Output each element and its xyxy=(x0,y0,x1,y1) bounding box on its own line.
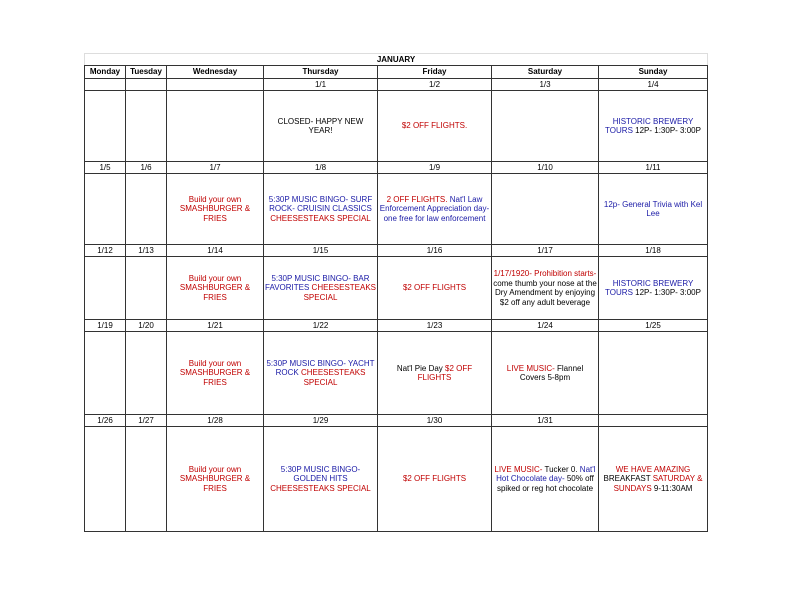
event-text: CHEESESTEAKS SPECIAL xyxy=(270,213,371,223)
day-event-cell xyxy=(126,332,167,415)
day-event-cell xyxy=(167,332,264,415)
event-text: Build your own SMASHBURGER & FRIES xyxy=(179,358,251,387)
day-event-cell xyxy=(492,91,599,162)
event-text: CHEESESTEAKS SPECIAL xyxy=(300,368,366,387)
date-cell xyxy=(167,79,264,91)
title-row xyxy=(85,54,708,66)
date-cell: 1/23 xyxy=(378,320,492,332)
day-event-cell xyxy=(378,91,492,162)
date-cell: 1/28 xyxy=(167,415,264,427)
day-event-cell xyxy=(264,174,378,245)
date-cell: 1/31 xyxy=(492,415,599,427)
day-event-cell xyxy=(126,174,167,245)
day-event-cell xyxy=(264,332,378,415)
date-cell: 1/20 xyxy=(126,320,167,332)
week-date-row xyxy=(85,79,708,91)
date-cell: 1/16 xyxy=(378,245,492,257)
day-event-cell xyxy=(378,332,492,415)
date-cell xyxy=(599,415,708,427)
day-event-cell xyxy=(378,257,492,320)
event-text: 12p- General Trivia with Kel Lee xyxy=(603,199,703,218)
event-text: 50% off spiked or reg hot chocolate xyxy=(496,474,594,493)
day-event-cell xyxy=(167,427,264,532)
event-text: Tucker 0. xyxy=(544,464,578,474)
event-text: CHEESESTEAKS SPECIAL xyxy=(270,483,371,493)
calendar-body xyxy=(85,54,708,532)
weekday-header: Tuesday xyxy=(126,66,167,79)
week-events-row xyxy=(85,91,708,162)
week-events-row xyxy=(85,174,708,245)
week-events-row xyxy=(85,257,708,320)
weekday-header: Monday xyxy=(85,66,126,79)
event-text: $2 OFF FLIGHTS. xyxy=(401,121,468,131)
event-text: 12P- 1:30P- 3:00P xyxy=(635,126,701,135)
event-text: SATURDAY & SUNDAYS xyxy=(613,474,703,493)
event-text: Nat'l Pie Day xyxy=(396,363,443,373)
date-cell: 1/14 xyxy=(167,245,264,257)
day-event-cell xyxy=(492,427,599,532)
date-cell: 1/26 xyxy=(85,415,126,427)
date-cell: 1/10 xyxy=(492,162,599,174)
day-event-cell xyxy=(492,257,599,320)
event-text: CHEESESTEAKS SPECIAL xyxy=(303,283,377,302)
event-text: 2 OFF FLIGHTS. xyxy=(386,194,448,204)
date-cell: 1/4 xyxy=(599,79,708,91)
event-text: 5:30P MUSIC BINGO- YACHT ROCK xyxy=(266,358,375,378)
day-event-cell xyxy=(599,332,708,415)
date-cell: 1/11 xyxy=(599,162,708,174)
date-cell: 1/7 xyxy=(167,162,264,174)
date-cell: 1/2 xyxy=(378,79,492,91)
event-text: come thumb your nose at the Dry Amendment by enjoying $2 off any adult beverage xyxy=(493,278,597,307)
day-event-cell xyxy=(599,174,708,245)
day-event-cell xyxy=(126,427,167,532)
day-event-cell xyxy=(167,91,264,162)
calendar-table xyxy=(84,53,708,532)
date-cell: 1/27 xyxy=(126,415,167,427)
date-cell: 1/5 xyxy=(85,162,126,174)
weekday-header: Sunday xyxy=(599,66,708,79)
date-cell: 1/30 xyxy=(378,415,492,427)
day-event-cell xyxy=(264,91,378,162)
event-text: WE HAVE AMAZING xyxy=(615,464,691,474)
date-cell: 1/6 xyxy=(126,162,167,174)
day-event-cell xyxy=(126,257,167,320)
event-text: Build your own SMASHBURGER & FRIES xyxy=(179,273,251,302)
date-cell: 1/19 xyxy=(85,320,126,332)
weekday-header-row xyxy=(85,66,708,79)
date-cell: 1/9 xyxy=(378,162,492,174)
date-cell: 1/21 xyxy=(167,320,264,332)
day-event-cell xyxy=(599,91,708,162)
event-text: 5:30P MUSIC BINGO- BAR FAVORITES xyxy=(265,273,370,293)
date-cell xyxy=(85,79,126,91)
event-text: 12P- 1:30P- 3:00P xyxy=(635,288,701,297)
event-text: $2 OFF FLIGHTS xyxy=(402,474,467,484)
day-event-cell xyxy=(378,174,492,245)
day-event-cell xyxy=(492,332,599,415)
date-cell xyxy=(126,79,167,91)
day-event-cell xyxy=(492,174,599,245)
day-event-cell xyxy=(85,174,126,245)
event-text: Build your own SMASHBURGER & FRIES xyxy=(179,464,251,493)
weekday-header: Saturday xyxy=(492,66,599,79)
weekday-header: Thursday xyxy=(264,66,378,79)
day-event-cell xyxy=(85,332,126,415)
weekday-header: Friday xyxy=(378,66,492,79)
event-text: 5:30P MUSIC BINGO- GOLDEN HITS xyxy=(280,464,361,484)
date-cell: 1/25 xyxy=(599,320,708,332)
event-text: $2 OFF FLIGHTS xyxy=(417,363,473,382)
day-event-cell xyxy=(85,427,126,532)
date-cell: 1/24 xyxy=(492,320,599,332)
event-text: Nat'l Hot Chocolate day- xyxy=(496,464,596,484)
day-event-cell xyxy=(167,257,264,320)
week-date-row xyxy=(85,245,708,257)
event-text: LIVE MUSIC- xyxy=(506,363,555,373)
date-cell: 1/8 xyxy=(264,162,378,174)
week-events-row xyxy=(85,427,708,532)
event-text: Flannel Covers 5-8pm xyxy=(519,363,584,382)
day-event-cell xyxy=(264,257,378,320)
date-cell: 1/15 xyxy=(264,245,378,257)
week-date-row xyxy=(85,415,708,427)
day-event-cell xyxy=(85,91,126,162)
event-text: Build your own SMASHBURGER & FRIES xyxy=(179,194,251,223)
week-date-row xyxy=(85,320,708,332)
event-text: 5:30P MUSIC BINGO- SURF ROCK- CRUISIN CLASSICS xyxy=(268,194,373,214)
day-event-cell xyxy=(599,257,708,320)
date-cell: 1/17 xyxy=(492,245,599,257)
event-text: Nat'l Law Enforcement Appreciation day- one free for law enforcement xyxy=(379,194,490,223)
day-event-cell xyxy=(126,91,167,162)
week-date-row xyxy=(85,162,708,174)
day-event-cell xyxy=(85,257,126,320)
date-cell: 1/22 xyxy=(264,320,378,332)
month-title: JANUARY xyxy=(85,54,708,66)
event-text: BREAKFAST xyxy=(603,474,651,484)
date-cell: 1/1 xyxy=(264,79,378,91)
event-text: 1/17/1920- Prohibition starts- xyxy=(493,269,597,278)
event-text: LIVE MUSIC- xyxy=(494,464,543,474)
event-text: HISTORIC BREWERY TOURS xyxy=(605,278,694,297)
date-cell: 1/29 xyxy=(264,415,378,427)
event-text: 9-11:30AM xyxy=(653,483,693,493)
day-event-cell xyxy=(264,427,378,532)
event-text: HISTORIC BREWERY TOURS xyxy=(605,116,694,135)
day-event-cell xyxy=(167,174,264,245)
day-event-cell xyxy=(378,427,492,532)
date-cell: 1/3 xyxy=(492,79,599,91)
event-text: $2 OFF FLIGHTS xyxy=(402,283,467,293)
day-event-cell xyxy=(599,427,708,532)
weekday-header: Wednesday xyxy=(167,66,264,79)
event-text: CLOSED- HAPPY NEW YEAR! xyxy=(277,116,364,135)
date-cell: 1/12 xyxy=(85,245,126,257)
date-cell: 1/13 xyxy=(126,245,167,257)
date-cell: 1/18 xyxy=(599,245,708,257)
week-events-row xyxy=(85,332,708,415)
